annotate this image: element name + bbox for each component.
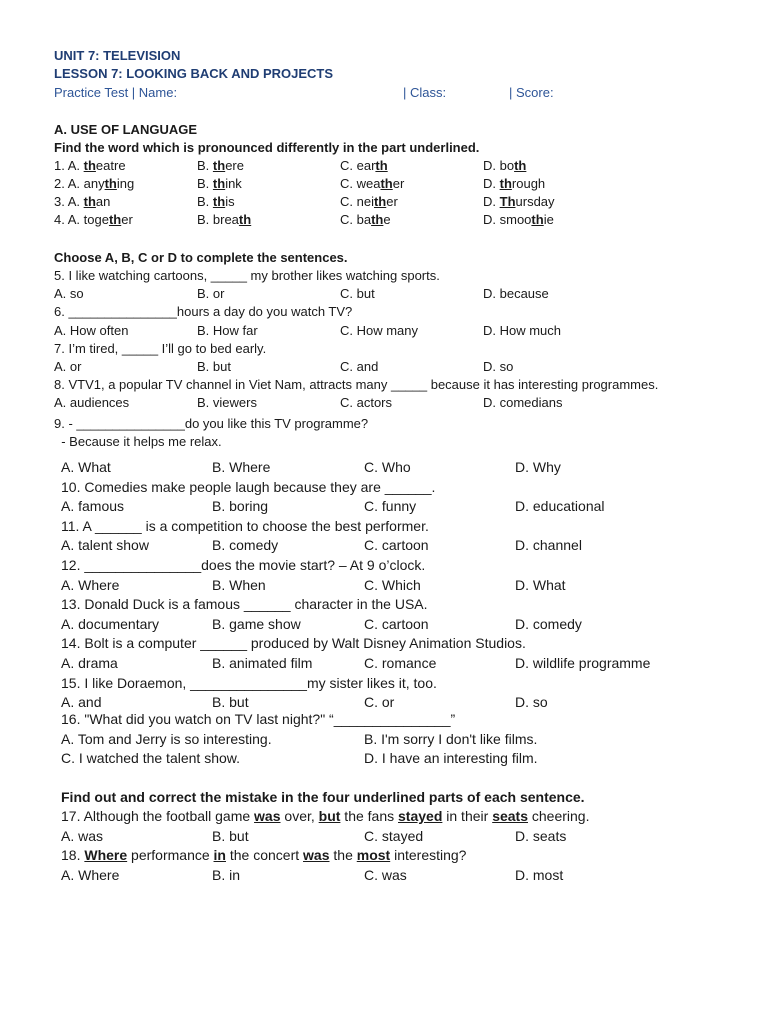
option-b[interactable]: B. Where: [212, 459, 271, 475]
question-17-options: [61, 828, 761, 846]
option-d[interactable]: D. so: [483, 359, 514, 374]
underlined-part: in: [213, 847, 226, 863]
option-d[interactable]: D. both: [483, 158, 527, 173]
option-c[interactable]: C. or: [364, 694, 395, 711]
option-b[interactable]: B. How far: [197, 322, 258, 338]
option-d[interactable]: D. channel: [515, 537, 582, 554]
question-stem: 11. A ______ is a competition to choose the best performer.: [61, 517, 429, 534]
option-b[interactable]: B. but: [212, 828, 249, 844]
question-17-stem: 17. Although the football game was over, but the fans stayed in their seats cheering.: [61, 808, 590, 824]
underlined-sound: th: [212, 158, 226, 173]
option-b[interactable]: B. breath: [197, 212, 252, 227]
option-d[interactable]: D. seats: [515, 828, 567, 844]
instruction-pronunciation: Find the word which is pronounced differently in the part underlined.: [54, 140, 480, 155]
options-row: [54, 323, 754, 341]
question-stem: 15. I like Doraemon, _______________my sister likes it, too.: [61, 674, 437, 691]
option-c[interactable]: C. cartoon: [364, 537, 429, 554]
underlined-sound: th: [238, 212, 252, 227]
question-stem: 13. Donald Duck is a famous ______ character in the USA.: [61, 596, 428, 613]
underlined-part: but: [318, 808, 341, 824]
option-b[interactable]: B. there: [197, 158, 244, 173]
options-row: [54, 359, 754, 377]
pronunciation-row: [54, 194, 754, 212]
option-b[interactable]: B. comedy: [212, 537, 279, 554]
option-a[interactable]: A. How often: [54, 322, 129, 338]
option-d[interactable]: D. Thursday: [483, 194, 555, 209]
option-a[interactable]: 2. A. anything: [54, 176, 135, 191]
option-c[interactable]: C. romance: [364, 655, 437, 671]
underlined-part: stayed: [398, 808, 443, 824]
option-c[interactable]: C. weather: [340, 176, 405, 191]
section-a-title: A. USE OF LANGUAGE: [54, 122, 198, 137]
option-b[interactable]: B. animated film: [212, 655, 313, 671]
option-b[interactable]: B. think: [197, 176, 242, 191]
question-9-stem: 9. - _______________do you like this TV programme?: [54, 416, 369, 431]
question-stem: 14. Bolt is a computer ______ produced by Walt Disney Animation Studios.: [61, 635, 526, 652]
underlined-sound: Th: [499, 194, 516, 209]
options-row: [61, 537, 761, 555]
option-d[interactable]: D. I have an interesting film.: [364, 750, 538, 766]
underlined-sound: th: [380, 176, 393, 191]
option-c[interactable]: C. Which: [364, 576, 421, 593]
question-16-stem: 16. "What did you watch on TV last night?" “_______________”: [61, 711, 456, 727]
practice-name-label: Practice Test | Name:: [54, 85, 178, 100]
underlined-sound: th: [83, 194, 96, 209]
option-c[interactable]: C. stayed: [364, 828, 424, 844]
options-row: [54, 286, 754, 304]
option-c[interactable]: C. neither: [340, 194, 398, 209]
options-row: [61, 459, 761, 477]
options-row: [61, 498, 761, 516]
underlined-sound: th: [371, 212, 384, 227]
question-stem: 6. _______________hours a day do you watch TV?: [54, 304, 353, 320]
option-c[interactable]: C. funny: [364, 498, 417, 515]
question-18-stem: 18. Where performance in the concert was the most interesting?: [61, 847, 467, 863]
unit-title: UNIT 7: TELEVISION: [54, 48, 181, 63]
option-d[interactable]: D. educational: [515, 498, 605, 515]
option-d[interactable]: D. comedy: [515, 615, 582, 632]
option-b[interactable]: B. I'm sorry I don't like films.: [364, 731, 538, 747]
option-c[interactable]: C. was: [364, 867, 407, 883]
option-a[interactable]: A. so: [54, 286, 84, 302]
option-a[interactable]: A. What: [61, 459, 111, 475]
option-a[interactable]: A. Where: [61, 576, 120, 593]
underlined-part: was: [303, 847, 330, 863]
underlined-sound: th: [373, 194, 387, 209]
option-b[interactable]: B. or: [197, 286, 225, 302]
instruction-find-mistake: Find out and correct the mistake in the four underlined parts of each sentence.: [61, 789, 585, 805]
option-a[interactable]: A. and: [61, 694, 102, 711]
option-d[interactable]: D. comedians: [483, 395, 563, 411]
option-a[interactable]: A. Where: [61, 867, 120, 883]
question-stem: 10. Comedies make people laugh because they are ______.: [61, 478, 436, 495]
underlined-sound: th: [514, 158, 527, 173]
option-a[interactable]: A. audiences: [54, 395, 130, 411]
options-row: [61, 577, 761, 595]
underlined-part: Where: [84, 847, 128, 863]
option-d[interactable]: D. How much: [483, 322, 562, 338]
option-b[interactable]: B. game show: [212, 615, 301, 632]
underlined-sound: th: [531, 212, 544, 227]
underlined-sound: th: [83, 158, 96, 173]
option-c[interactable]: C. cartoon: [364, 615, 429, 632]
option-b[interactable]: B. but: [197, 359, 231, 374]
instruction-choose: Choose A, B, C or D to complete the sentences.: [54, 250, 348, 265]
underlined-part: was: [254, 808, 281, 824]
option-b[interactable]: B. viewers: [197, 395, 257, 411]
option-a[interactable]: A. or: [54, 359, 82, 374]
underlined-part: most: [356, 847, 391, 863]
option-a[interactable]: A. Tom and Jerry is so interesting.: [61, 731, 272, 747]
pronunciation-row: [54, 212, 754, 230]
option-c[interactable]: C. actors: [340, 395, 393, 411]
option-c[interactable]: C. How many: [340, 322, 419, 338]
question-16-options-row1: [61, 731, 761, 749]
options-row: [54, 395, 754, 413]
option-a[interactable]: A. talent show: [61, 537, 149, 554]
question-stem: 8. VTV1, a popular TV channel in Viet Nam, attracts many _____ because it has interesting programmes.: [54, 377, 659, 393]
underlined-sound: th: [499, 176, 512, 191]
option-a[interactable]: 4. A. together: [54, 212, 133, 227]
option-a[interactable]: A. was: [61, 828, 104, 844]
option-a[interactable]: 3. A. than: [54, 194, 111, 209]
option-d[interactable]: D. smoothie: [483, 212, 554, 227]
question-stem: 5. I like watching cartoons, _____ my brother likes watching sports.: [54, 268, 440, 283]
option-d[interactable]: D. through: [483, 176, 546, 191]
question-stem: 12. _______________does the movie start? – At 9 o’clock.: [61, 557, 426, 573]
underlined-sound: th: [212, 176, 226, 191]
options-row: [61, 655, 761, 673]
option-d[interactable]: D. because: [483, 286, 549, 302]
option-a[interactable]: A. documentary: [61, 615, 160, 632]
underlined-sound: th: [375, 158, 388, 173]
class-label: | Class:: [403, 85, 447, 100]
underlined-part: seats: [492, 808, 528, 824]
option-d[interactable]: D. What: [515, 576, 566, 593]
question-16-options-row2: [61, 750, 761, 768]
option-b[interactable]: B. in: [212, 867, 241, 883]
option-b[interactable]: B. but: [212, 694, 249, 711]
option-d[interactable]: D. so: [515, 694, 548, 711]
option-b[interactable]: B. boring: [212, 498, 269, 515]
pronunciation-row: [54, 176, 754, 194]
option-a[interactable]: A. famous: [61, 498, 125, 515]
option-d[interactable]: D. wildlife programme: [515, 655, 651, 671]
option-c[interactable]: C. Who: [364, 459, 411, 475]
option-c[interactable]: C. earth: [340, 158, 388, 173]
options-row: [61, 616, 761, 634]
question-9-reply: - Because it helps me relax.: [54, 434, 222, 449]
option-c[interactable]: C. and: [340, 359, 379, 374]
underlined-sound: th: [104, 176, 117, 191]
option-d[interactable]: D. Why: [515, 459, 561, 475]
option-a[interactable]: 1. A. theatre: [54, 158, 126, 173]
question-18-options: [61, 867, 761, 885]
option-d[interactable]: D. most: [515, 867, 564, 883]
pronunciation-row: [54, 158, 754, 176]
lesson-title: LESSON 7: LOOKING BACK AND PROJECTS: [54, 66, 334, 81]
option-c[interactable]: C. I watched the talent show.: [61, 750, 240, 766]
options-row: [61, 694, 761, 712]
underlined-sound: th: [108, 212, 122, 227]
option-a[interactable]: A. drama: [61, 655, 118, 671]
option-b[interactable]: B. When: [212, 576, 266, 593]
question-stem: 7. I’m tired, _____ I’ll go to bed early.: [54, 340, 267, 356]
option-c[interactable]: C. but: [340, 286, 375, 302]
underlined-sound: th: [212, 194, 226, 209]
option-c[interactable]: C. bathe: [340, 212, 391, 227]
option-b[interactable]: B. this: [197, 194, 235, 209]
score-label: | Score:: [509, 85, 554, 100]
